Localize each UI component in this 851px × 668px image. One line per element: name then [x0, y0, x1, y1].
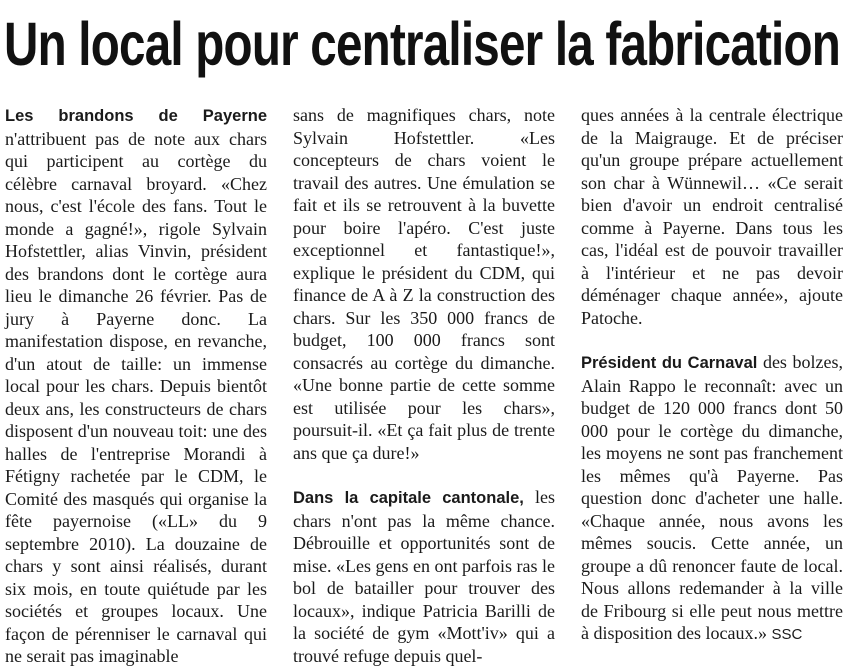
paragraph: [581, 351, 843, 647]
article-column-1: [5, 104, 267, 668]
headline: Un local pour centraliser la fabrication: [4, 10, 841, 78]
author-signature: SSC: [771, 626, 803, 643]
lead-in: Président du Carnaval: [581, 354, 758, 372]
body-text: ques années à la centrale électrique de la Maigrauge. Et de préciser qu'un groupe prépare actuellement son char à Wünnewil… «Ce serait bien d'avoir un endroit centralisé comme à Payerne. Dans tous les cas, l'idéal est de pouvoir travailler à l'intérieur et ne pas devoir déménager chaque année», ajoute Patoche.: [581, 105, 843, 328]
lead-in: Dans la capitale cantonale,: [293, 489, 524, 507]
paragraph: [5, 104, 267, 668]
article-column-3: [581, 104, 843, 647]
body-text: n'attribuent pas de note aux chars qui participent au cortège du célèbre carnaval broyard. «Chez nous, c'est l'école des fans. Tout le monde a gagné!», rigole Sylvain Hofstettler, alias Vinvin, président des brandons dont le cortège aura lieu le dimanche 26 février. Pas de jury à Payerne donc. La manifestation dispose, en revanche, d'un atout de taille: un immense local pour les chars. Depuis bientôt deux ans, les constructeurs de chars disposent d'un nouveau toit: une des halles de l'entreprise Morandi à Fétigny rachetée par le CDM, le Comité des masqués qui organise la fête payernoise («LL» du 9 septembre 2010). La douzaine de chars y sont ainsi réalisés, durant six mois, en toute quiétude par les sociétés et groupes locaux. Une façon de pérenniser le carnaval qui ne serait pas imaginable: [5, 128, 267, 666]
body-text: des bolzes, Alain Rappo le reconnaît: avec un budget de 120 000 francs dont 50 000 pour le cortège du dimanche, les moyens ne sont pas franchement les mêmes qu'à Payerne. Pas question donc d'acheter une halle. «Chaque année, nous avons les mêmes soucis. Cette année, un groupe a dû renoncer faute de local. Nous allons redemander à la ville de Fribourg si elle peut nous mettre à disposition des locaux.»: [581, 352, 843, 643]
body-text: les chars n'ont pas la même chance. Débrouille et opportunités sont de mise. «Les gens en ont parfois ras le bol de batailler pour trouver des locaux», indique Patricia Barilli de la société de gym «Mott'iv» qui a trouvé refuge depuis quel-: [293, 487, 555, 666]
article-column-2: [293, 104, 555, 667]
paragraph: [293, 104, 555, 464]
paragraph: [293, 486, 555, 667]
body-text: sans de magnifiques chars, note Sylvain Hofstettler. «Les concepteurs de chars voient le travail des autres. Une émulation se fait et ils se retrouvent à la buvette pour boire l'apéro. C'est juste exceptionnel et fantastique!», explique le président du CDM, qui finance de A à Z la construction des chars. Sur les 350 000 francs de budget, 100 000 francs sont consacrés au cortège du dimanche. «Une bonne partie de cette somme est utilisée pour les chars», poursuit-il. «Et ça fait plus de trente ans que ça dure!»: [293, 105, 555, 463]
paragraph: [581, 104, 843, 329]
lead-in: Les brandons de Payerne: [5, 107, 267, 125]
